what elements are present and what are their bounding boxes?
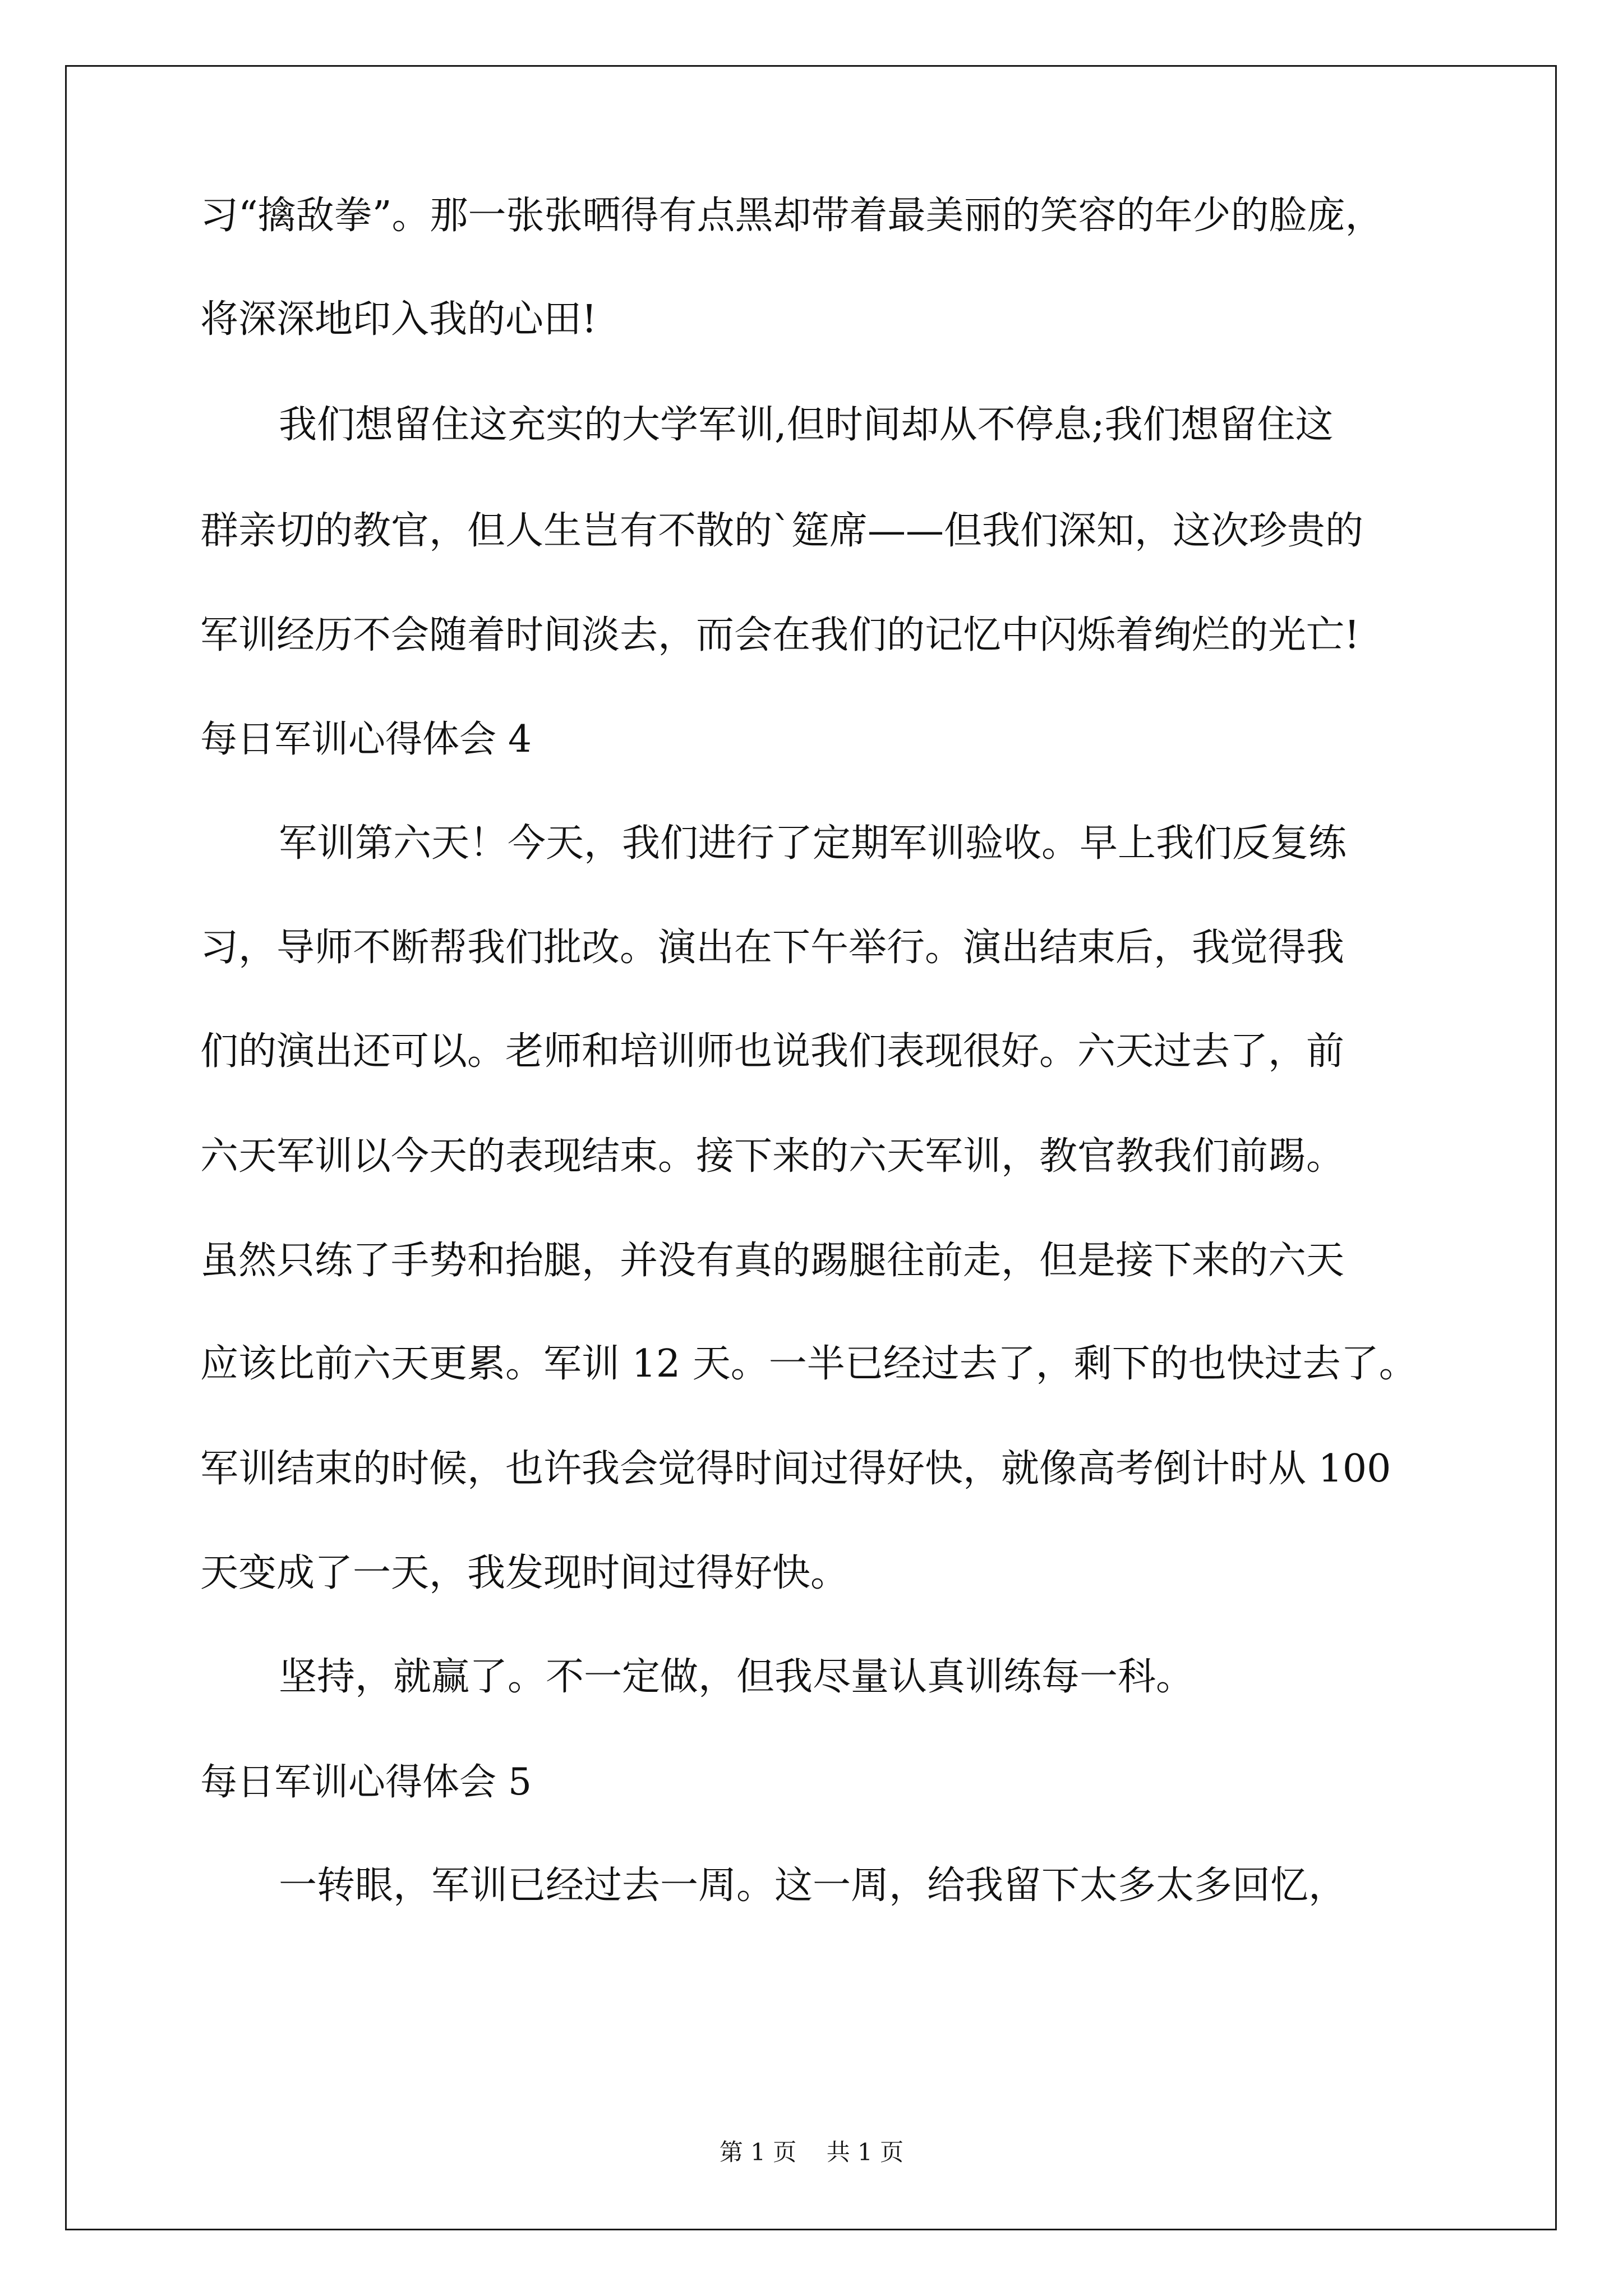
text-line-4: 群亲切的教官，但人生岂有不散的`筵席——但我们深知，这次珍贵的 — [200, 509, 1364, 553]
text-line-7: 军训第六天！今天，我们进行了定期军训验收。早上我们反复练 — [279, 821, 1347, 866]
text-line-2: 将深深地印入我的心田! — [200, 297, 597, 342]
text-line-8: 习，导师不断帮我们批改。演出在下午举行。演出结束后，我觉得我 — [200, 926, 1345, 970]
section-heading-4: 每日军训心得体会 4 — [200, 717, 532, 761]
text-line-13: 军训结束的时候，也许我会觉得时间过得好快，就像高考倒计时从 100 — [200, 1447, 1391, 1491]
text-line-3: 我们想留住这充实的大学军训,但时间却从不停息;我们想留住这 — [279, 403, 1334, 447]
text-line-14: 天变成了一天，我发现时间过得好快。 — [200, 1551, 849, 1595]
text-line-1: 习“擒敌拳”。那一张张晒得有点黑却带着最美丽的笑容的年少的脸庞， — [200, 194, 1384, 238]
text-line-9: 们的演出还可以。老师和培训师也说我们表现很好。六天过去了，前 — [200, 1029, 1345, 1074]
text-line-17: 一转眼，军训已经过去一周。这一周，给我留下太多太多回忆， — [279, 1864, 1347, 1908]
text-line-12: 应该比前六天更累。军训 12 天。一半已经过去了，剩下的也快过去了。 — [200, 1342, 1417, 1386]
text-line-15: 坚持，就赢了。不一定做，但我尽量认真训练每一科。 — [279, 1655, 1195, 1699]
page-number-footer: 第 1 页 共 1 页 — [719, 2138, 904, 2166]
text-line-10: 六天军训以今天的表现结束。接下来的六天军训，教官教我们前踢。 — [200, 1134, 1345, 1179]
text-line-5: 军训经历不会随着时间淡去，而会在我们的记忆中闪烁着绚烂的光亡! — [200, 613, 1360, 657]
section-heading-5: 每日军训心得体会 5 — [200, 1760, 532, 1803]
text-line-11: 虽然只练了手势和抬腿，并没有真的踢腿往前走，但是接下来的六天 — [200, 1239, 1345, 1283]
